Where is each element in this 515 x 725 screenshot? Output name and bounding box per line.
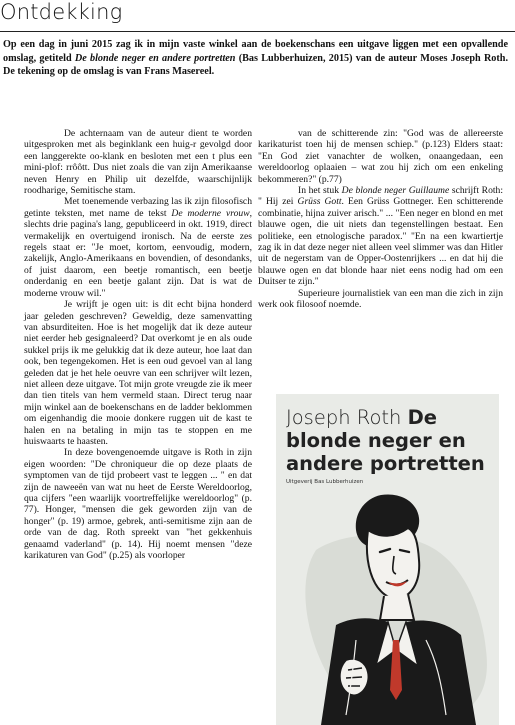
right-column — [258, 128, 503, 311]
right-p2-italic-2: Grüss Gott — [297, 196, 342, 208]
book-cover-title: De blonde neger en andere portretten — [286, 406, 485, 475]
book-cover-heading — [286, 406, 492, 475]
right-p2-text-b: schrijft Roth: " Hij zei — [258, 185, 504, 208]
cover-illustration — [276, 490, 499, 725]
right-p2-text-a: In het stuk — [298, 185, 342, 197]
intro-book-title: De blonde neger en andere portretten — [74, 52, 236, 64]
intro-text-2: (Bas Lubberhuizen, 2015) van de auteur Moses Joseph Roth. De tekening op de omslag is van Frans Masereel. — [3, 52, 509, 78]
right-paragraph-3: Superieure journalistiek van een man die zich in zijn werk ook filosoof noemde. — [258, 287, 503, 311]
left-paragraph-3: Je wrijft je ogen uit: is dit echt bijna honderd jaar geleden geschreven? Geweldig, deze samenvatting van absurditeiten. Hoe is het mogelijk dat ik deze auteur niet eerder heb gesignaleerd? Dat overkomt je en als oude sukkel prijs ik me gelukkig dat ik deze auteur, hoe laat dan ook, ben tegengekomen. Het is een oud gevoel van al lang geleden dat je het hele oeuvre van een schrijver wilt lezen, niet alleen deze uitgave. Tot mijn grote vreugde zie ik meer dan tien titels van hem vermeld staan. Direct terug naar mijn winkel aan de boekenschans en de ladder beklommen om eigenhandig die mooie donkere ruggen uit de kast te halen en na betaling in mijn tas te stoppen en me huiswaarts te haasten. — [24, 299, 252, 447]
book-cover — [276, 394, 499, 725]
left-paragraph-4: In deze bovengenoemde uitgave is Roth in zijn eigen woorden: "De chroniqueur die op deze plaats de symptomen van de tijd probeert vast te leggen ... " en dat zijn de naweeën van wat nu heet de Eerste Wereldoorlog, qua cijfers "een waarlijk voortreffelijke wereldoorlog" (p. 77). Honger, "mensen die gek geworden zijn van de honger" (p. 19) armoe, gebrek, anti-semitisme zijn aan de orde van de dag. Roth spreekt van "het gekkenhuis genaamd vaderland" (p. 14). Hij noemt mensen "deze karikaturen van God" (p.25) als voorloper — [24, 447, 252, 562]
right-p2-text-c: . Een Grüss Gottneger. Een schitterende combinatie, hijna zuiver arisch." ... "Een neger en blond en met blauwe ogen, die uit niets dan tegenstellingen bestaat. Een politieke, een etnologische paradox." "En na een kwartiertje zag ik in dat deze neger niet alleen veel slimmer was dan Hitler uit de negerstam van de Opper-Oostenrijkers ... en dat hij die blauwe ogen en dat blonde haar niet eens nodig had om een Duitser te zijn." — [258, 196, 503, 288]
left-paragraph-1: De achternaam van de auteur dient te worden uitgesproken met als beginklank een huig-r gevolgd door een langgerekte oo-klank en besloten met een t plus een mini-plof: rrôôtt. Dus niet zoals die van zijn Amerikaanse neven Henry en Philip uit dezelfde, waarschijnlijk roodharige, Semitische stam. — [24, 128, 252, 197]
right-paragraph-1: van de schitterende zin: "God was de allereerste karikaturist toen hij de mensen schiep." (p.123) Elders staat: "En God ziet vanachter de wolken, onaangedaan, een wereldoorlog oplaaien – wat zou hij zich om een enkeling bekommeren?" (p.77) — [258, 128, 503, 185]
right-paragraph-2 — [258, 185, 503, 288]
right-p2-italic-1: De blonde neger Guillaume — [341, 185, 450, 197]
intro-paragraph — [3, 38, 508, 79]
section-title: Ontdekking — [0, 0, 123, 24]
book-cover-publisher: Uitgeverij Bas Lubberhuizen — [286, 479, 364, 485]
left-p2-text-b: , slechts drie pagina's lang, gepubliceerd in okt. 1919, direct vermakelijk en overtuigend ironisch. Na de eerste zes regels staat er: "Je moet, kortom, eenvoudig, modern, zakelijk, Anglo-Amerikaans en bovendien, of desondanks, of juist daarom, een beetje romantisch, een beetje onderdanig en een beetje galant zijn. Dat is wat de moderne vrouw wil." — [24, 207, 252, 299]
left-p2-text-a: Met toenemende verbazing las ik zijn filosofisch getinte teksten, met name de tekst — [24, 196, 252, 219]
book-cover-author: Joseph Roth — [286, 406, 402, 429]
left-paragraph-2 — [24, 196, 252, 299]
left-p2-italic: De moderne vrouw — [171, 207, 250, 219]
left-column — [24, 128, 252, 561]
header-rule — [0, 31, 515, 32]
intro-text-1: Op een dag in juni 2015 zag ik in mijn vaste winkel aan de boekenschans een uitgave liggen met een opvallende omslag, getiteld — [3, 39, 508, 64]
